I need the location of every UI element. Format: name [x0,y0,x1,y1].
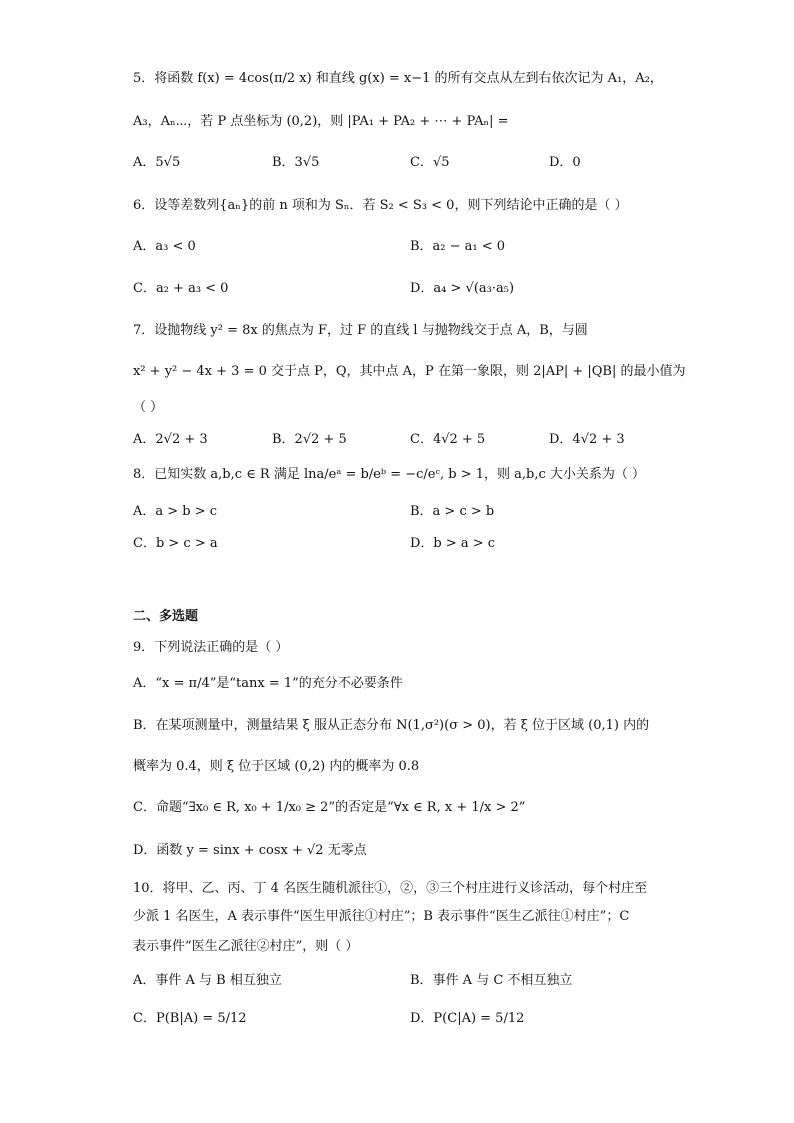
question-10-option-d: D．P(C|A) = 5/12 [410,1011,525,1026]
option-d: D．4√2 + 3 [549,432,625,447]
question-7-stem-line-3: （ ） [133,400,164,415]
question-10-stem-line-1: 10．将甲、乙、丙、丁 4 名医生随机派往①，②，③三个村庄进行义诊活动，每个村庄至 [133,881,648,896]
section-heading-multiple-choice: 二、多选题 [133,609,199,624]
question-8-option-c: C．b > c > a [133,536,218,551]
question-6-option-a: A．a₃ < 0 [133,239,196,254]
question-6-option-b: B．a₂ − a₁ < 0 [410,239,506,254]
question-9-option-b-line-1: B．在某项测量中，测量结果 ξ 服从正态分布 N(1,σ²)(σ > 0)，若 ξ 位于区域 (0,1) 内的 [133,718,650,733]
question-10-option-a: A．事件 A 与 B 相互独立 [133,973,282,988]
option-a: A．5√5 [133,155,181,170]
option-d: D．0 [549,155,581,170]
question-9-stem: 9．下列说法正确的是（ ） [133,640,289,655]
question-8-option-a: A．a > b > c [133,504,218,519]
question-9-option-b-line-2: 概率为 0.4，则 ξ 位于区域 (0,2) 内的概率为 0.8 [133,759,420,774]
question-10-stem-line-2: 少派 1 名医生，A 表示事件“医生甲派往①村庄”；B 表示事件“医生乙派往①村庄”；C [133,909,630,924]
option-a: A．2√2 + 3 [133,432,208,447]
question-8-option-b: B．a > c > b [410,504,495,519]
question-10-stem-line-3: 表示事件“医生乙派往②村庄”，则（ ） [133,939,359,954]
question-6-stem: 6．设等差数列{aₙ}的前 n 项和为 Sₙ．若 S₂ < S₃ < 0，则下列结论中正确的是（ ） [133,198,628,213]
question-6-option-c: C．a₂ + a₃ < 0 [133,281,229,296]
question-10-option-b: B．事件 A 与 C 不相互独立 [410,973,573,988]
option-b: B．2√2 + 5 [272,432,347,447]
question-5-stem-line-2: A₃，Aₙ⋯，若 P 点坐标为 (0,2)，则 |PA₁ + PA₂ + ⋯ + PAₙ| = [133,114,509,129]
option-b: B．3√5 [272,155,320,170]
question-5-stem-line-1: 5．将函数 f(x) = 4cos(π/2 x) 和直线 g(x) = x−1 的所有交点从左到右依次记为 A₁，A₂， [133,71,663,86]
question-8-option-d: D．b > a > c [410,536,496,551]
question-9-option-c: C．命题“∃x₀ ∈ R, x₀ + 1/x₀ ≥ 2”的否定是“∀x ∈ R, x + 1/x > 2” [133,800,526,815]
question-9-option-a: A．“x = π/4”是“tanx = 1”的充分不必要条件 [133,676,403,691]
question-7-stem-line-2: x² + y² − 4x + 3 = 0 交于点 P，Q，其中点 A，P 在第一象限，则 2|AP| + |QB| 的最小值为 [133,364,686,379]
question-7-stem-line-1: 7．设抛物线 y² = 8x 的焦点为 F，过 F 的直线 l 与抛物线交于点 A，B，与圆 [133,323,588,338]
question-10-option-c: C．P(B|A) = 5/12 [133,1011,247,1026]
question-9-option-d: D．函数 y = sinx + cosx + √2 无零点 [133,843,367,858]
option-c: C．4√2 + 5 [410,432,486,447]
question-8-stem: 8．已知实数 a,b,c ∈ R 满足 lna/eᵃ = b/eᵇ = −c/eᶜ, b > 1，则 a,b,c 大小关系为（ ） [133,467,646,482]
question-6-option-d: D．a₄ > √(a₃·a₅) [410,281,515,296]
option-c: C．√5 [410,155,450,170]
